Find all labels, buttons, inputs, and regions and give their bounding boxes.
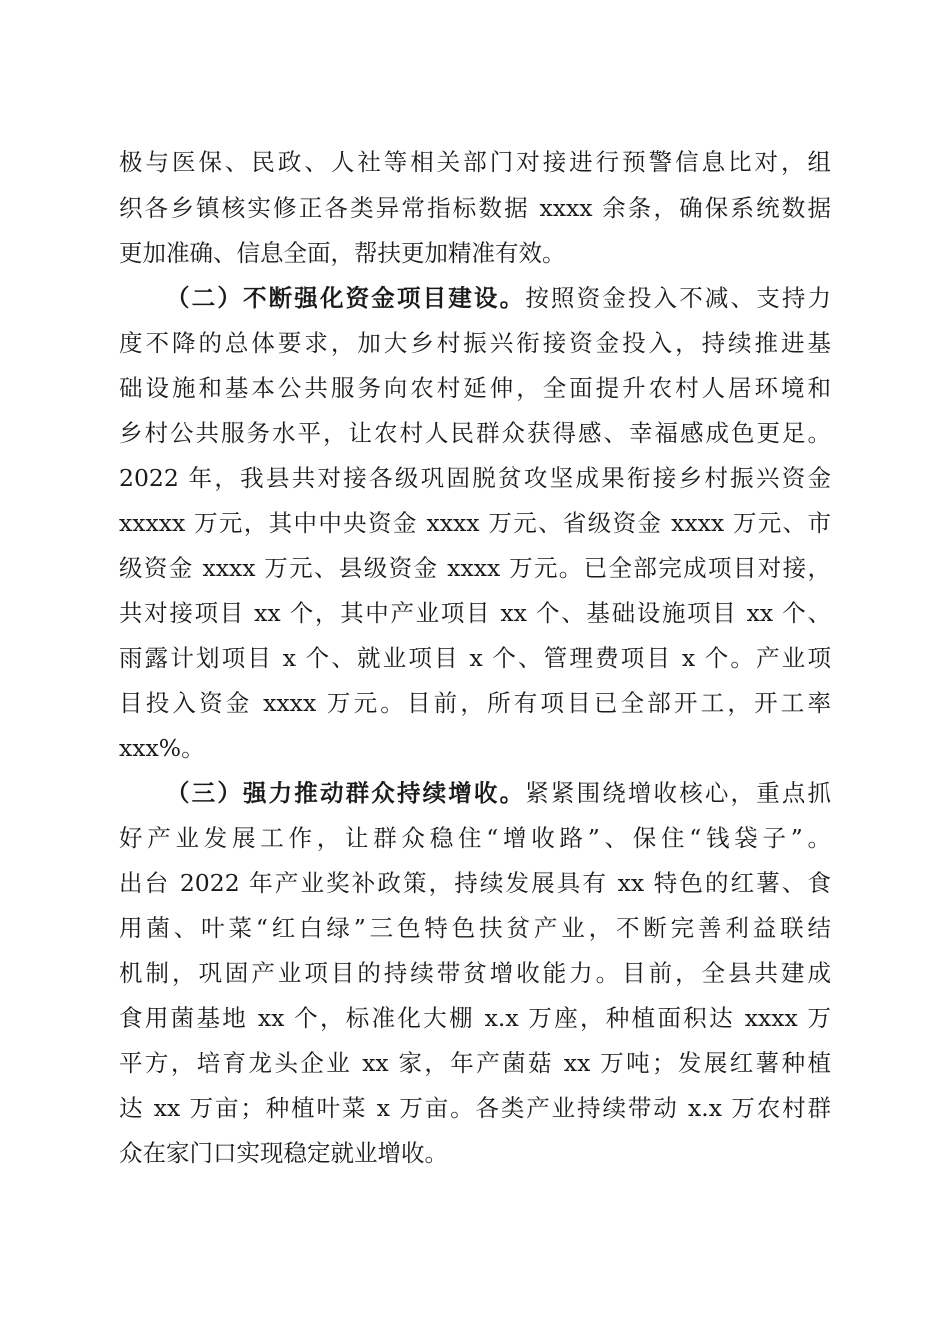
paragraph-2-line-1 (166, 276, 831, 320)
paragraph-3-line-3: 出台 2022 年产业奖补政策，持续发展具有 xx 特色的红薯、食 (119, 869, 831, 897)
paragraph-2-first-line-text: 按照资金投入不减、支持力 (525, 284, 832, 312)
paragraph-3-first-line-text: 紧紧围绕增收核心，重点抓 (525, 779, 832, 807)
paragraph-3-line-5: 机制，巩固产业项目的持续带贫增收能力。目前，全县共建成 (119, 959, 831, 987)
paragraph-2-line-7: 级资金 xxxx 万元、县级资金 xxxx 万元。已全部完成项目对接， (119, 554, 831, 582)
paragraph-3-line-6: 食用菌基地 xx 个，标准化大棚 x.x 万座，种植面积达 xxxx 万 (119, 1004, 831, 1032)
paragraph-3-line-9: 众在家门口实现稳定就业增收。 (119, 1139, 448, 1167)
paragraph-2-line-2: 度不降的总体要求，加大乡村振兴衔接资金投入，持续推进基 (119, 329, 831, 357)
paragraph-2-heading: （二）不断强化资金项目建设。 (166, 284, 526, 312)
paragraph-2-line-9: 雨露计划项目 x 个、就业项目 x 个、管理费项目 x 个。产业项 (119, 644, 831, 672)
paragraph-3-line-7: 平方，培育龙头企业 xx 家，年产菌菇 xx 万吨；发展红薯种植 (119, 1049, 831, 1077)
paragraph-2-line-8: 共对接项目 xx 个，其中产业项目 xx 个、基础设施项目 xx 个、 (119, 599, 831, 627)
paragraph-2-line-10: 目投入资金 xxxx 万元。目前，所有项目已全部开工，开工率 (119, 689, 831, 717)
paragraph-3-line-8: 达 xx 万亩；种植叶菜 x 万亩。各类产业持续带动 x.x 万农村群 (119, 1094, 831, 1122)
paragraph-2-line-4: 乡村公共服务水平，让农村人民群众获得感、幸福感成色更足。 (119, 419, 831, 447)
paragraph-2-line-6: xxxxx 万元，其中中央资金 xxxx 万元、省级资金 xxxx 万元、市 (119, 509, 831, 537)
paragraph-3-line-2: 好产业发展工作，让群众稳住“增收路”、保住“钱袋子”。 (119, 824, 831, 852)
paragraph-1-line-1: 极与医保、民政、人社等相关部门对接进行预警信息比对，组 (119, 148, 831, 176)
paragraph-3-line-4: 用菌、叶菜“红白绿”三色特色扶贫产业，不断完善利益联结 (119, 914, 831, 942)
paragraph-1-line-3: 更加准确、信息全面，帮扶更加精准有效。 (119, 239, 566, 267)
paragraph-2-line-5: 2022 年，我县共对接各级巩固脱贫攻坚成果衔接乡村振兴资金 (119, 464, 831, 492)
paragraph-1-line-2: 织各乡镇核实修正各类异常指标数据 xxxx 余条，确保系统数据 (119, 194, 831, 222)
paragraph-3-heading: （三）强力推动群众持续增收。 (166, 779, 526, 807)
paragraph-3-line-1 (166, 771, 831, 815)
paragraph-2-line-11: xxx%。 (119, 734, 205, 762)
paragraph-2-line-3: 础设施和基本公共服务向农村延伸，全面提升农村人居环境和 (119, 374, 831, 402)
